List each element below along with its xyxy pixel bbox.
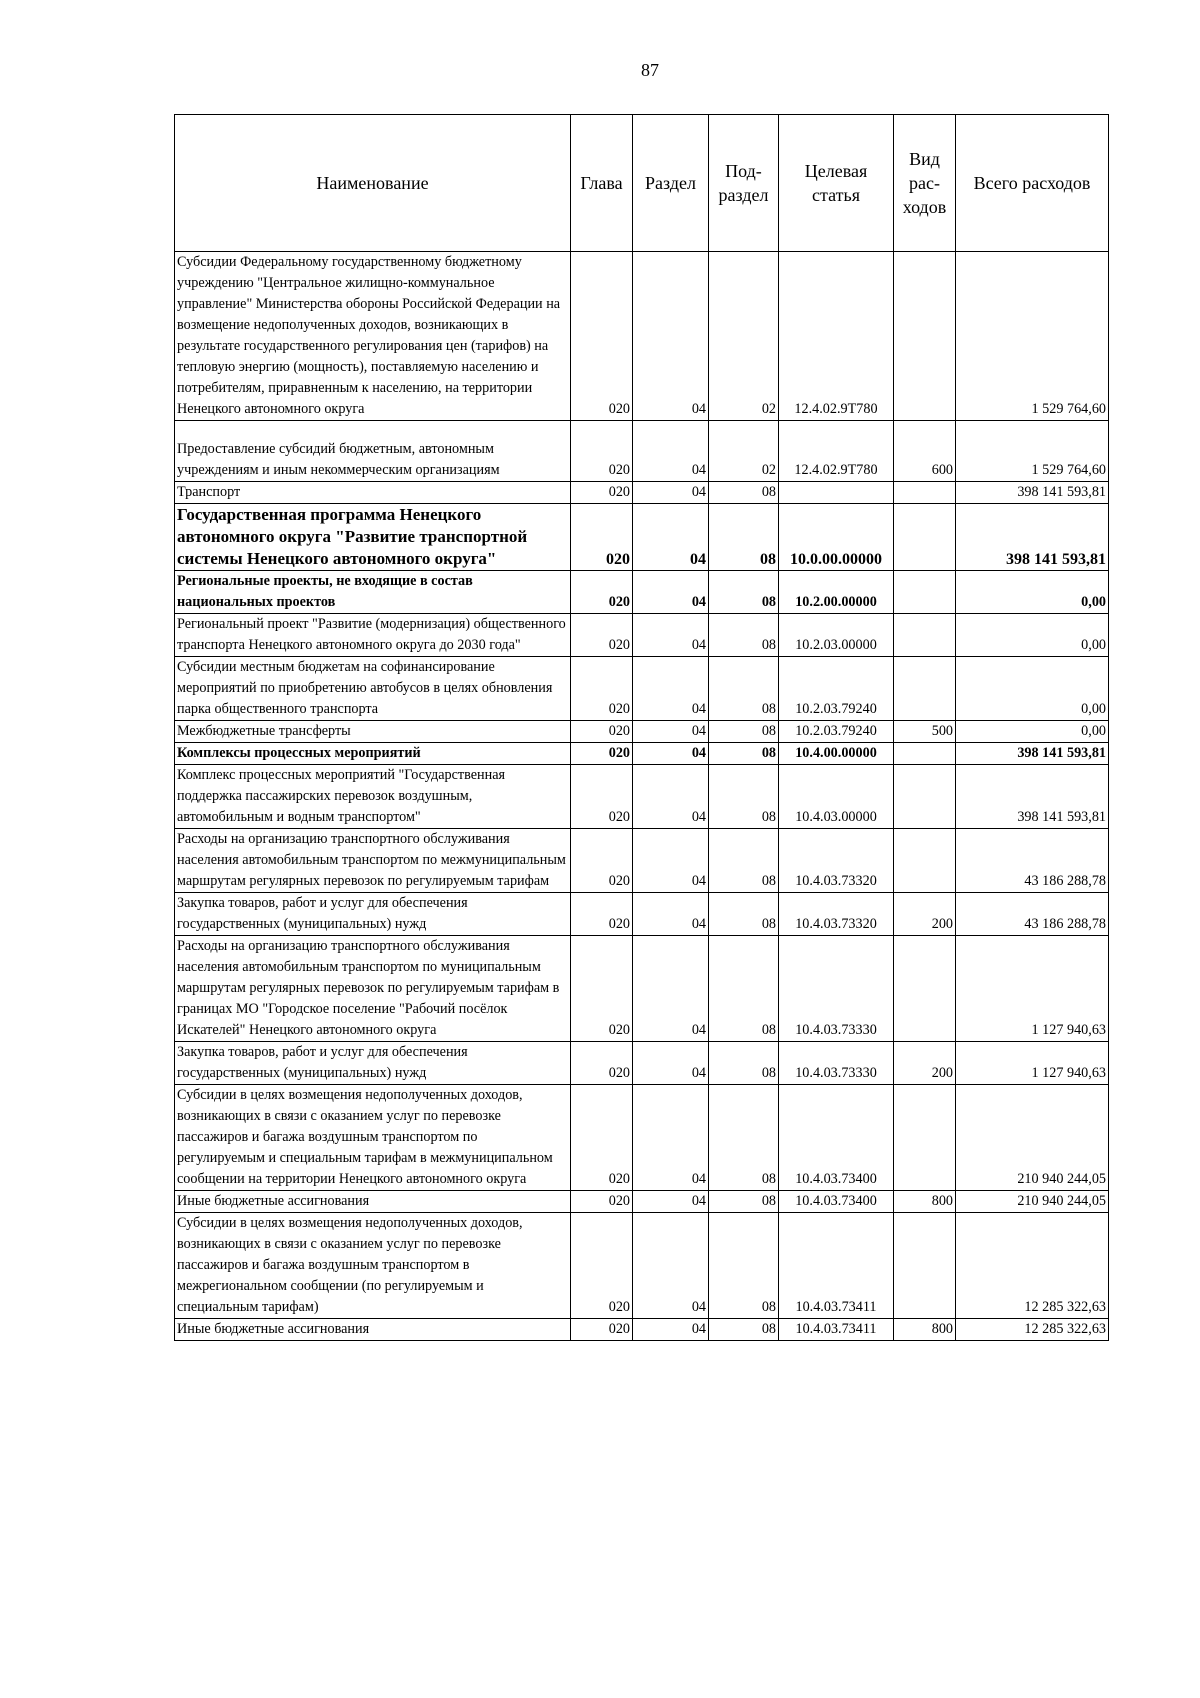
row-chapter: 020 [571, 829, 633, 893]
row-name: Иные бюджетные ассигнования [175, 1319, 571, 1341]
row-chapter: 020 [571, 421, 633, 482]
row-chapter: 020 [571, 893, 633, 936]
row-target: 10.4.03.73330 [779, 1042, 894, 1085]
row-total: 12 285 322,63 [956, 1319, 1109, 1341]
table-row [175, 1319, 1109, 1341]
table-row [175, 614, 1109, 657]
row-kind [894, 936, 956, 1042]
table-row [175, 936, 1109, 1042]
row-target: 10.4.00.00000 [779, 743, 894, 765]
row-subsection: 08 [709, 1042, 779, 1085]
row-name: Субсидии Федеральному государственному бюджетному учреждению "Центральное жилищно-коммунальное управление" Министерства обороны Российской Федерации на возмещение недополученных доходов, возникающих в результате государственного регулирования цен (тарифов) на тепловую энергию (мощность), поставляемую населению и потребителям, приравненным к населению, на территории Ненецкого автономного округа [175, 252, 571, 421]
row-subsection: 08 [709, 614, 779, 657]
row-total: 1 127 940,63 [956, 1042, 1109, 1085]
row-subsection: 02 [709, 421, 779, 482]
row-chapter: 020 [571, 252, 633, 421]
row-chapter: 020 [571, 765, 633, 829]
header-section: Раздел [633, 115, 709, 252]
row-total: 398 141 593,81 [956, 743, 1109, 765]
row-section: 04 [633, 1213, 709, 1319]
row-section: 04 [633, 614, 709, 657]
table-row [175, 765, 1109, 829]
row-name: Субсидии в целях возмещения недополученных доходов, возникающих в связи с оказанием услуг по перевозке пассажиров и багажа воздушным транспортом по регулируемым и специальным тарифам в межмуниципальном сообщении на территории Ненецкого автономного округа [175, 1085, 571, 1191]
row-name: Предоставление субсидий бюджетным, автономным учреждениям и иным некоммерческим организациям [175, 421, 571, 482]
row-kind [894, 1213, 956, 1319]
row-target: 10.0.00.00000 [779, 504, 894, 571]
row-subsection: 08 [709, 721, 779, 743]
row-total: 0,00 [956, 614, 1109, 657]
row-kind [894, 482, 956, 504]
row-chapter: 020 [571, 1213, 633, 1319]
row-subsection: 08 [709, 1213, 779, 1319]
row-name: Транспорт [175, 482, 571, 504]
row-target: 10.4.03.73330 [779, 936, 894, 1042]
row-target: 10.4.03.73411 [779, 1319, 894, 1341]
row-subsection: 08 [709, 504, 779, 571]
row-subsection: 08 [709, 571, 779, 614]
row-kind: 600 [894, 421, 956, 482]
row-total: 12 285 322,63 [956, 1213, 1109, 1319]
row-total: 398 141 593,81 [956, 504, 1109, 571]
row-chapter: 020 [571, 1042, 633, 1085]
row-kind: 800 [894, 1191, 956, 1213]
row-total: 1 127 940,63 [956, 936, 1109, 1042]
row-kind [894, 252, 956, 421]
row-target: 10.2.03.79240 [779, 657, 894, 721]
row-subsection: 02 [709, 252, 779, 421]
row-kind [894, 657, 956, 721]
table-header-row [175, 115, 1109, 252]
row-chapter: 020 [571, 936, 633, 1042]
row-subsection: 08 [709, 482, 779, 504]
row-kind [894, 829, 956, 893]
row-total: 43 186 288,78 [956, 893, 1109, 936]
row-subsection: 08 [709, 936, 779, 1042]
row-section: 04 [633, 721, 709, 743]
row-target [779, 482, 894, 504]
header-total: Всего расходов [956, 115, 1109, 252]
row-section: 04 [633, 1319, 709, 1341]
table-row [175, 1085, 1109, 1191]
table-row [175, 1042, 1109, 1085]
row-chapter: 020 [571, 571, 633, 614]
row-target: 10.4.03.73400 [779, 1085, 894, 1191]
row-subsection: 08 [709, 1191, 779, 1213]
row-subsection: 08 [709, 657, 779, 721]
row-target: 10.2.03.00000 [779, 614, 894, 657]
row-target: 10.4.03.73320 [779, 829, 894, 893]
row-target: 10.4.03.73320 [779, 893, 894, 936]
row-name: Субсидии местным бюджетам на софинансирование мероприятий по приобретению автобусов в целях обновления парка общественного транспорта [175, 657, 571, 721]
row-name: Расходы на организацию транспортного обслуживания населения автомобильным транспортом по межмуниципальным маршрутам регулярных перевозок по регулируемым тарифам [175, 829, 571, 893]
header-subsection: Под- раздел [709, 115, 779, 252]
row-subsection: 08 [709, 765, 779, 829]
row-section: 04 [633, 743, 709, 765]
row-name: Закупка товаров, работ и услуг для обеспечения государственных (муниципальных) нужд [175, 1042, 571, 1085]
row-target: 12.4.02.9Т780 [779, 421, 894, 482]
row-section: 04 [633, 829, 709, 893]
row-name: Иные бюджетные ассигнования [175, 1191, 571, 1213]
row-kind [894, 743, 956, 765]
row-section: 04 [633, 936, 709, 1042]
row-section: 04 [633, 1085, 709, 1191]
row-section: 04 [633, 1042, 709, 1085]
row-chapter: 020 [571, 1319, 633, 1341]
table-row [175, 657, 1109, 721]
row-chapter: 020 [571, 482, 633, 504]
row-kind [894, 571, 956, 614]
row-name: Региональный проект "Развитие (модернизация) общественного транспорта Ненецкого автономного округа до 2030 года" [175, 614, 571, 657]
row-total: 0,00 [956, 571, 1109, 614]
header-chapter: Глава [571, 115, 633, 252]
table-row [175, 421, 1109, 482]
row-subsection: 08 [709, 893, 779, 936]
row-subsection: 08 [709, 829, 779, 893]
table-row [175, 893, 1109, 936]
header-target: Целевая статья [779, 115, 894, 252]
row-total: 398 141 593,81 [956, 765, 1109, 829]
table-row [175, 504, 1109, 571]
row-total: 43 186 288,78 [956, 829, 1109, 893]
row-target: 10.4.03.73400 [779, 1191, 894, 1213]
header-name: Наименование [175, 115, 571, 252]
table-row [175, 743, 1109, 765]
row-target: 10.2.03.79240 [779, 721, 894, 743]
row-kind [894, 1085, 956, 1191]
row-chapter: 020 [571, 1191, 633, 1213]
row-kind [894, 765, 956, 829]
table-row [175, 571, 1109, 614]
row-subsection: 08 [709, 1319, 779, 1341]
row-chapter: 020 [571, 743, 633, 765]
row-kind [894, 614, 956, 657]
row-target: 12.4.02.9Т780 [779, 252, 894, 421]
row-kind: 800 [894, 1319, 956, 1341]
row-chapter: 020 [571, 1085, 633, 1191]
row-section: 04 [633, 571, 709, 614]
row-total: 1 529 764,60 [956, 421, 1109, 482]
row-target: 10.4.03.73411 [779, 1213, 894, 1319]
row-target: 10.2.00.00000 [779, 571, 894, 614]
row-name: Комплексы процессных мероприятий [175, 743, 571, 765]
table-row [175, 721, 1109, 743]
row-subsection: 08 [709, 1085, 779, 1191]
header-kind: Вид рас- ходов [894, 115, 956, 252]
row-name: Субсидии в целях возмещения недополученных доходов, возникающих в связи с оказанием услуг по перевозке пассажиров и багажа воздушным транспортом в межрегиональном сообщении (по регулируемым и специальным тарифам) [175, 1213, 571, 1319]
row-total: 398 141 593,81 [956, 482, 1109, 504]
row-section: 04 [633, 893, 709, 936]
row-name: Региональные проекты, не входящие в состав национальных проектов [175, 571, 571, 614]
row-total: 0,00 [956, 721, 1109, 743]
row-name: Закупка товаров, работ и услуг для обеспечения государственных (муниципальных) нужд [175, 893, 571, 936]
row-chapter: 020 [571, 721, 633, 743]
row-total: 210 940 244,05 [956, 1085, 1109, 1191]
row-name: Комплекс процессных мероприятий "Государственная поддержка пассажирских перевозок воздушным, автомобильным и водным транспортом" [175, 765, 571, 829]
row-target: 10.4.03.00000 [779, 765, 894, 829]
row-total: 210 940 244,05 [956, 1191, 1109, 1213]
row-subsection: 08 [709, 743, 779, 765]
row-chapter: 020 [571, 614, 633, 657]
row-chapter: 020 [571, 657, 633, 721]
table-row [175, 829, 1109, 893]
budget-table [174, 114, 1109, 1341]
page-number: 87 [641, 60, 659, 80]
row-kind: 200 [894, 1042, 956, 1085]
row-name: Расходы на организацию транспортного обслуживания населения автомобильным транспортом по муниципальным маршрутам регулярных перевозок по регулируемым тарифам в границах МО "Городское поселение "Рабочий посёлок Искателей" Ненецкого автономного округа [175, 936, 571, 1042]
row-section: 04 [633, 252, 709, 421]
table-row [175, 252, 1109, 421]
row-section: 04 [633, 482, 709, 504]
table-row [175, 1213, 1109, 1319]
row-section: 04 [633, 1191, 709, 1213]
row-section: 04 [633, 421, 709, 482]
row-section: 04 [633, 504, 709, 571]
row-name: Государственная программа Ненецкого автономного округа "Развитие транспортной системы Ненецкого автономного округа" [175, 504, 571, 571]
row-section: 04 [633, 657, 709, 721]
row-chapter: 020 [571, 504, 633, 571]
row-total: 1 529 764,60 [956, 252, 1109, 421]
row-kind: 200 [894, 893, 956, 936]
row-kind: 500 [894, 721, 956, 743]
table-row [175, 1191, 1109, 1213]
row-name: Межбюджетные трансферты [175, 721, 571, 743]
row-section: 04 [633, 765, 709, 829]
row-kind [894, 504, 956, 571]
table-row [175, 482, 1109, 504]
row-total: 0,00 [956, 657, 1109, 721]
